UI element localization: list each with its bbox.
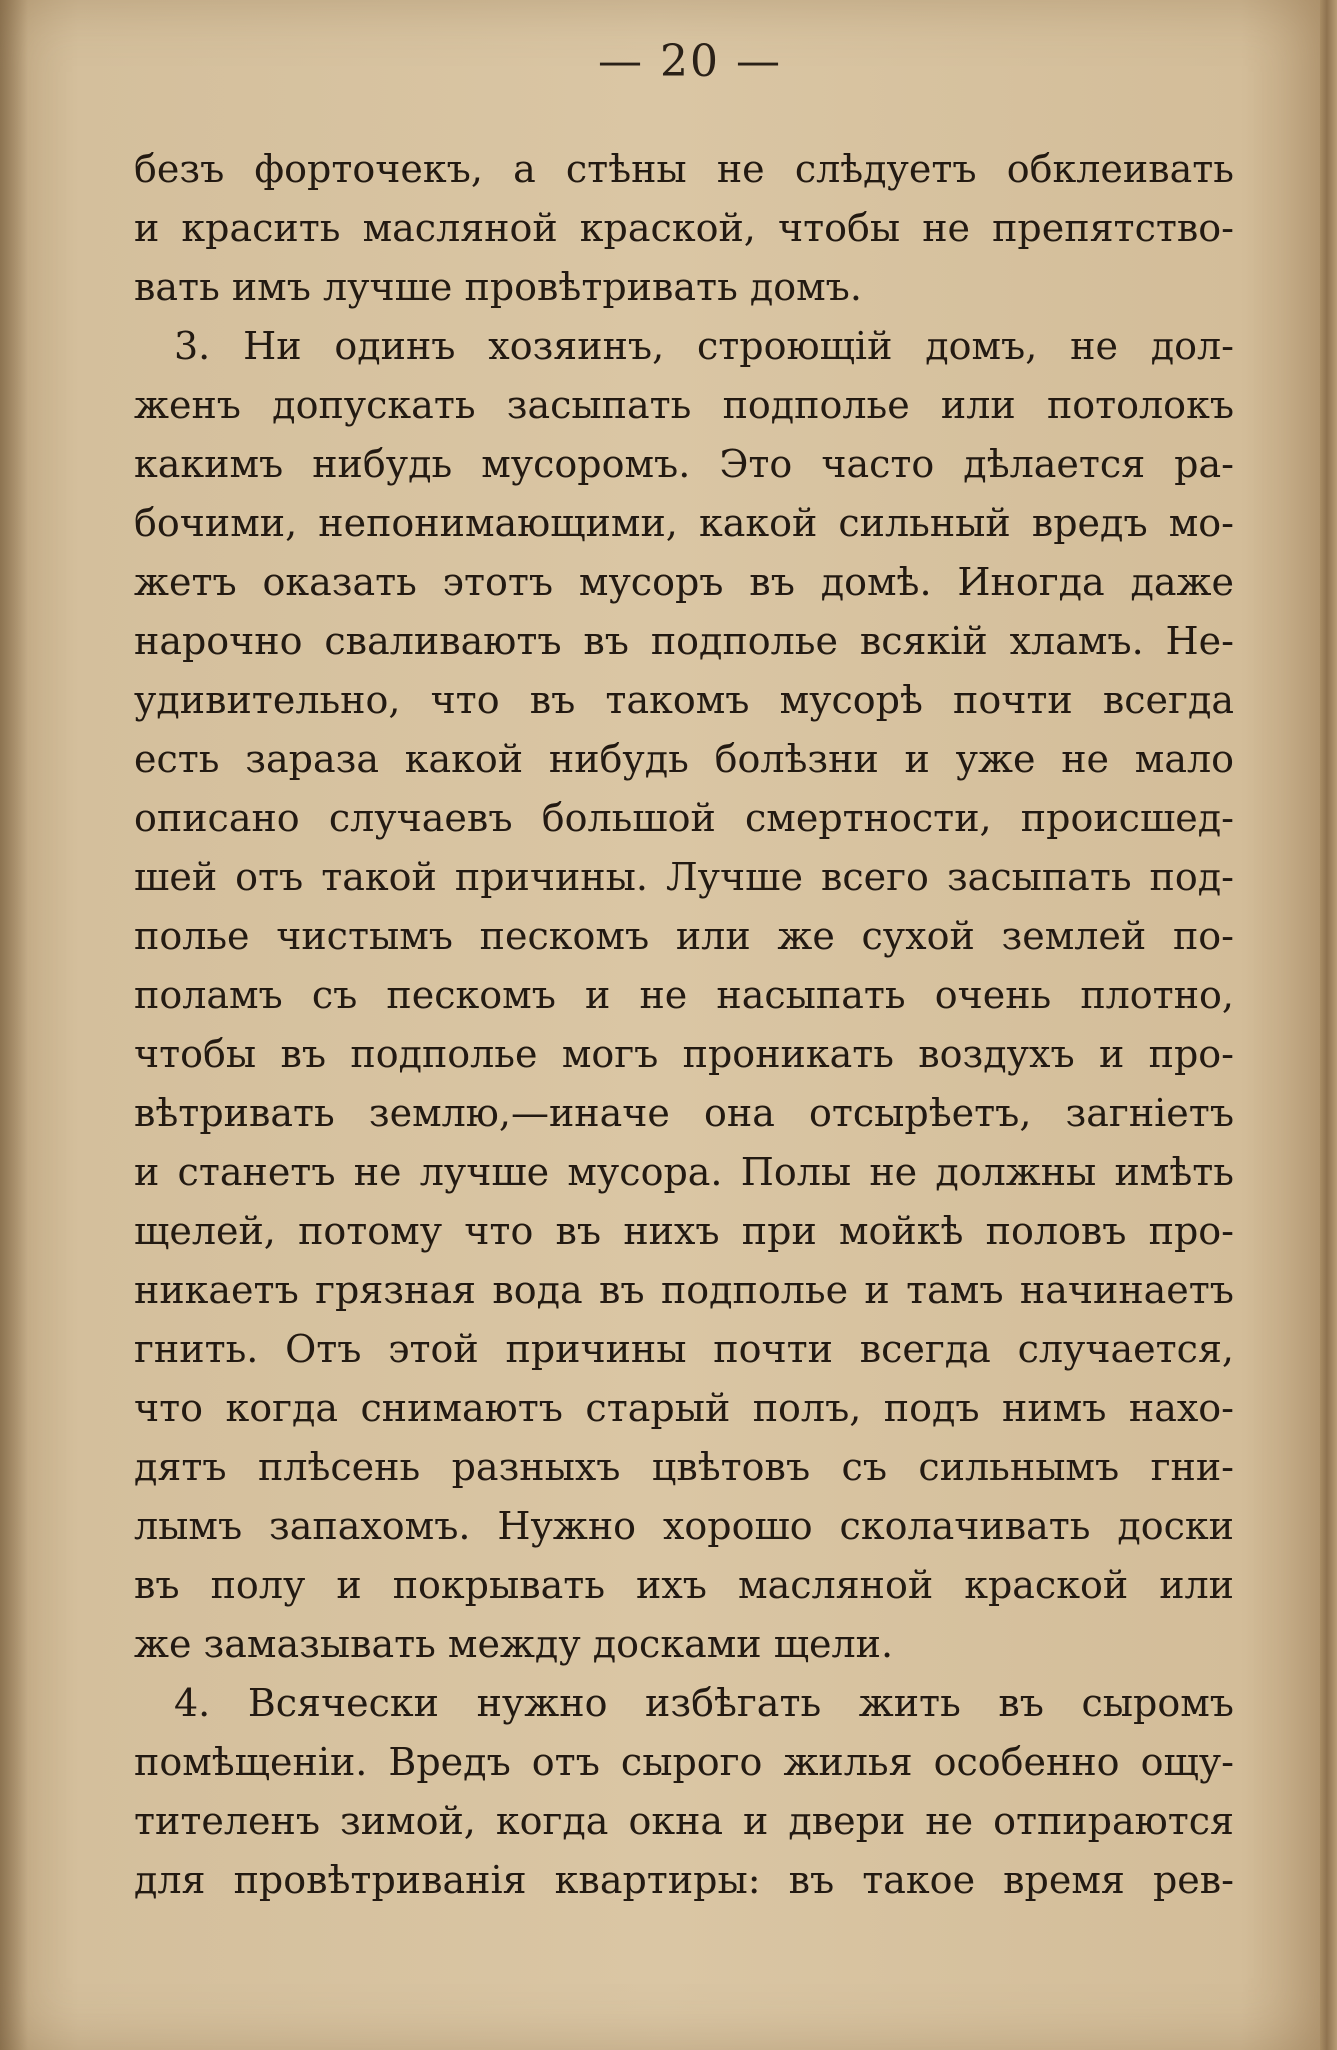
text-line: же замазывать между досками щели. — [134, 1622, 894, 1666]
text-line: поламъ съ пескомъ и не насыпать очень плотно, — [134, 973, 1234, 1017]
text-line: есть зараза какой нибудь болѣзни и уже не мало — [134, 737, 1234, 781]
text-line: гнить. Отъ этой причины почти всегда случается, — [134, 1327, 1234, 1371]
text-line: жетъ оказать этотъ мусоръ въ домѣ. Иногда даже — [134, 560, 1234, 604]
text-line: лымъ запахомъ. Нужно хорошо сколачивать доски — [134, 1504, 1234, 1548]
body-text — [134, 140, 1234, 1910]
text-line: въ полу и покрывать ихъ масляной краской или — [134, 1563, 1234, 1607]
text-line: щелей, потому что въ нихъ при мойкѣ половъ про- — [134, 1209, 1234, 1253]
text-line: и красить масляной краской, чтобы не препятство- — [134, 206, 1234, 250]
text-line: удивительно, что въ такомъ мусорѣ почти всегда — [134, 678, 1234, 722]
text-line: что когда снимаютъ старый полъ, подъ нимъ нахо- — [134, 1386, 1234, 1430]
text-line: тителенъ зимой, когда окна и двери не отпираются — [134, 1799, 1234, 1843]
text-line: чтобы въ подполье могъ проникать воздухъ и про- — [134, 1032, 1234, 1076]
text-line: для провѣтриванія квартиры: въ такое время рев- — [134, 1858, 1234, 1902]
text-line: никаетъ грязная вода въ подполье и тамъ начинаетъ — [134, 1268, 1234, 1312]
text-line: нарочно сваливаютъ въ подполье всякій хламъ. Не- — [134, 619, 1234, 663]
text-line: помѣщеніи. Вредъ отъ сырого жилья особенно ощу- — [134, 1740, 1234, 1784]
text-line: описано случаевъ большой смертности, происшед- — [134, 796, 1234, 840]
paragraph-start-line: 4. Всячески нужно избѣгать жить въ сыромъ — [174, 1681, 1234, 1725]
text-line: бочими, непонимающими, какой сильный вредъ мо- — [134, 501, 1234, 545]
gutter-shadow — [0, 0, 28, 2050]
text-line: дятъ плѣсень разныхъ цвѣтовъ съ сильнымъ гни- — [134, 1445, 1234, 1489]
text-line: и станетъ не лучше мусора. Полы не должны имѣть — [134, 1150, 1234, 1194]
text-line: безъ форточекъ, а стѣны не слѣдуетъ обклеивать — [134, 147, 1234, 191]
text-line: шей отъ такой причины. Лучше всего засыпать под- — [134, 855, 1234, 899]
text-line: женъ допускать засыпать подполье или потолокъ — [134, 383, 1234, 427]
text-line: полье чистымъ пескомъ или же сухой землей по- — [134, 914, 1234, 958]
paragraph-start-line: 3. Ни одинъ хозяинъ, строющій домъ, не дол- — [174, 324, 1234, 368]
page-number: — 20 — — [598, 36, 782, 87]
page-edge — [1320, 0, 1337, 2050]
text-line: какимъ нибудь мусоромъ. Это часто дѣлается ра- — [134, 442, 1234, 486]
text-line: вѣтривать землю,—иначе она отсырѣетъ, загніетъ — [134, 1091, 1234, 1135]
text-line: вать имъ лучше провѣтривать домъ. — [134, 265, 862, 309]
